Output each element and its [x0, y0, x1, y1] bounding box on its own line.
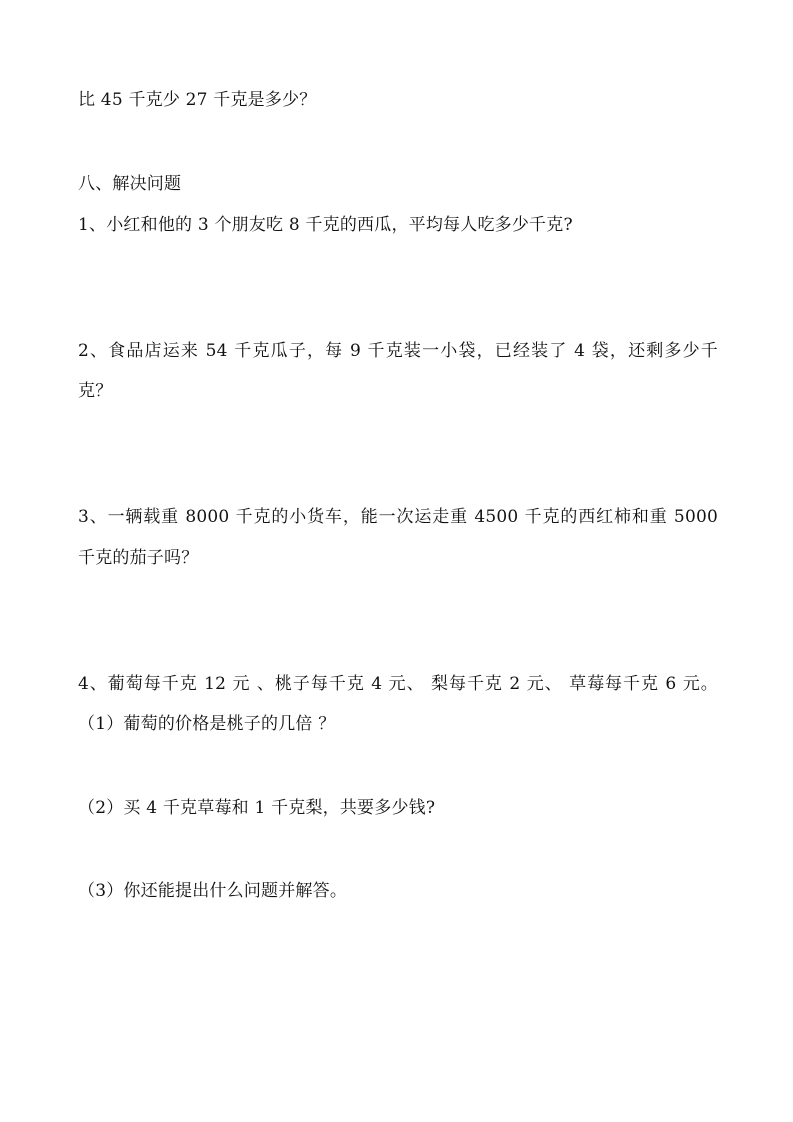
problem-4-part-1: （1）葡萄的价格是桃子的几倍 ？: [78, 714, 336, 734]
question-subtraction: 比 45 千克少 27 千克是多少？: [78, 90, 317, 110]
problem-4-part-3: （3）你还能提出什么问题并解答。: [78, 881, 348, 901]
problem-2-line-2: 克？: [78, 381, 113, 401]
section-heading: 八、解决问题: [78, 174, 182, 194]
problem-1: 1、小红和他的 3 个朋友吃 8 千克的西瓜，平均每人吃多少千克?: [78, 215, 573, 235]
problem-4-part-2: （2）买 4 千克草莓和 1 千克梨，共要多少钱?: [78, 798, 436, 818]
problem-3-line-2: 千克的茄子吗？: [78, 548, 199, 568]
problem-3-line-1: 3、一辆载重 8000 千克的小货车，能一次运走重 4500 千克的西红柿和重 5000: [78, 507, 718, 527]
problem-2-line-1: 2、食品店运来 54 千克瓜子，每 9 千克装一小袋，已经装了 4 袋，还剩多少千: [78, 341, 718, 361]
problem-4-prices: 4、葡萄每千克 12 元 、桃子每千克 4 元、 梨每千克 2 元、 草莓每千克 6 元。: [78, 674, 718, 694]
